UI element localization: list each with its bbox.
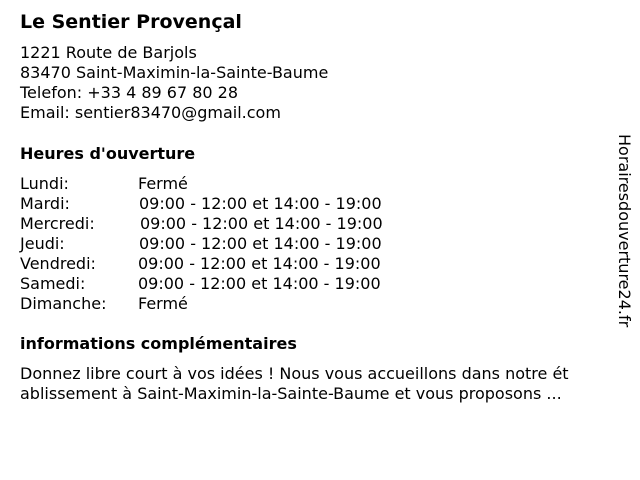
day-hours: 09:00 - 12:00 et 14:00 - 19:00 [138,254,381,273]
day-label: Lundi: [20,174,69,193]
day-label: Samedi: [20,274,86,293]
day-hours: 09:00 - 12:00 et 14:00 - 19:00 [138,274,381,293]
contact-block [20,43,328,123]
city-address: 83470 Saint-Maximin-la-Sainte-Baume [20,63,329,82]
day-hours: 09:00 - 12:00 et 14:00 - 19:00 [139,194,382,213]
day-label: Vendredi: [20,254,96,273]
day-label: Mercredi: [20,214,95,233]
street-address: 1221 Route de Barjols [20,43,197,62]
site-watermark: Horairesdouverture24.fr [615,134,634,328]
day-label: Dimanche: [20,294,107,313]
day-hours: 09:00 - 12:00 et 14:00 - 19:00 [139,234,382,253]
phone-number: Telefon: +33 4 89 67 80 28 [20,83,239,102]
info-line: Donnez libre court à vos idées ! Nous vous accueillons dans notre ét [20,364,569,383]
business-name: Le Sentier Provençal [20,11,242,33]
day-label: Mardi: [20,194,70,213]
day-hours: Fermé [138,294,188,313]
hours-heading: Heures d'ouverture [20,144,196,163]
day-label: Jeudi: [20,234,65,253]
day-hours: Fermé [138,174,188,193]
info-description [20,364,620,404]
info-heading: informations complémentaires [20,334,297,353]
day-hours: 09:00 - 12:00 et 14:00 - 19:00 [140,214,383,233]
email-address: Email: sentier83470@gmail.com [20,103,281,122]
info-line: ablissement à Saint-Maximin-la-Sainte-Baume et vous proposons ... [20,384,562,403]
